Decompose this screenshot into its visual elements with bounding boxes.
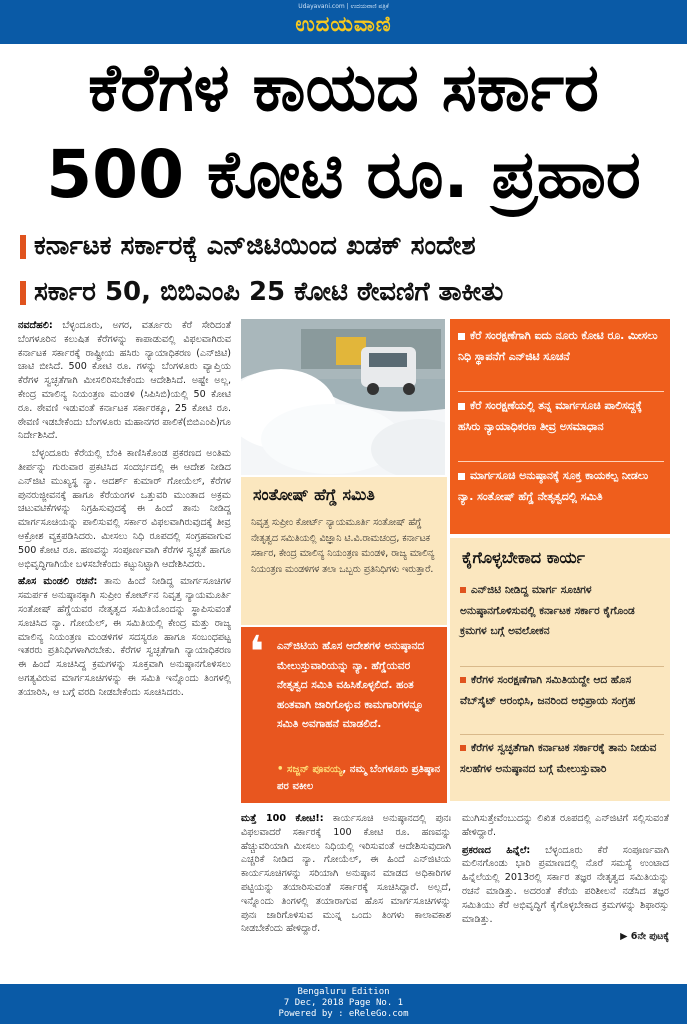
article-paragraph-6: ಬೆಳ್ಳಂದೂರು ಕೆರೆ ಸಂಪೂರ್ಣವಾಗಿ ಮಲಿನಗೊಂಡು ಭಾರಿ ಪ್ರಮಾಣದಲ್ಲಿ ನೊರೆ ಸಮಸ್ಯೆ ಉಂಟಾದ ಹಿನ್ನೆಲೆಯಲ್ಲಿ 2013ರಲ್ಲಿ ಸರ್ಕಾರ ತಜ್ಞರ ನೇತೃತ್ವದ ಸಮಿತಿಯನ್ನು ರಚನೆ ಮಾಡಿತ್ತು. ಅದರಂತೆ ಕೆರೆಯ ಪರಿಶೀಲನೆ ನಡೆಸಿದ ತಜ್ಞರ ಸಮಿತಿಯು ಕೆರೆ ಅಭಿವೃದ್ಧಿಗೆ ಕೈಗೊಳ್ಳಬೇಕಾದ ಕ್ರಮಗಳನ್ನು ಶಿಫಾರಸ್ಸು ಮಾಡಿತ್ತು.: [462, 844, 669, 925]
key-point-text: ಕೆರೆ ಸಂರಕ್ಷಣೆಯಲ್ಲಿ ತನ್ನ ಮಾರ್ಗಸೂಚಿ ಪಾಲಿಸದ್ದಕ್ಕೆ ಹಸಿರು ನ್ಯಾಯಾಧಿಕರಣ ತೀವ್ರ ಅಸಮಾಧಾನ: [458, 399, 642, 433]
subsection-label: ಹೊಸ ಮಂಡಲಿ ರಚನೆ:: [18, 576, 98, 588]
article-paragraph-1: ಬೆಳ್ಳಂದೂರು, ಅಗರ, ವರ್ತೂರು ಕೆರೆ ಸೇರಿದಂತೆ ಬೆಂಗಳೂರಿನ ಕಲುಷಿತ ಕೆರೆಗಳನ್ನು ಕಾಪಾಡುವಲ್ಲಿ ವಿಫಲವಾಗಿರುವ ಕರ್ನಾಟಕ ಸರ್ಕಾರಕ್ಕೆ ರಾಷ್ಟ್ರೀಯ ಹಸಿರು ನ್ಯಾಯಾಧಿಕರಣ (ಎನ್‌ಜಿಟಿ) ಚಾಟಿ ಬೀಸಿದೆ. 500 ಕೋಟಿ ರೂ. ಗಳನ್ನು ಬೆಂಗಳೂರು ವ್ಯಾಪ್ತಿಯ ಕೆರೆಗಳ ಸ್ವಚ್ಛತೆಗಾಗಿ ಮೀಸಲಿರಿಸಬೇಕೆಂದು ಆದೇಶಿಸಿದೆ. ಅಷ್ಟೇ ಅಲ್ಲ, ಕೇಂದ್ರ ಮಾಲಿನ್ಯ ನಿಯಂತ್ರಣ ಮಂಡಳಿ (ಸಿಪಿಸಿಬಿ)ಯಲ್ಲಿ 50 ಕೋಟಿ ರೂ. ಠೇವಣಿ ಇಡುವಂತೆ ಕರ್ನಾಟಕ ಸರ್ಕಾರಕ್ಕೂ, 25 ಕೋಟಿ ರೂ. ಠೇವಣಿ ಇಡಬೇಕೆಂದು ಬೆಂಗಳೂರು ಮಹಾನಗರ ಪಾಲಿಕೆ(ಬಿಬಿಎಂಪಿ)ಗೂ ನಿರ್ದೇಶಿಸಿದೆ.: [18, 320, 231, 442]
article-paragraph-5: ಮುಗಿಸುತ್ತೇವೆಂಬುದನ್ನು ಲಿಖಿತ ರೂಪದಲ್ಲಿ ಎನ್‌ಜಿಟಿಗೆ ಸಲ್ಲಿಸುವಂತೆ ಹೇಳಿದ್ದಾರೆ.: [462, 813, 669, 838]
subsection-label: ಮತ್ತೆ 100 ಕೋಟಿ!:: [241, 813, 324, 824]
task-item: [460, 670, 664, 711]
subheadline-1: [20, 230, 677, 262]
bullet-square-icon: [460, 587, 466, 593]
footer-edition: Bengaluru Edition: [297, 987, 390, 997]
santosh-box-title: ಸಂತೋಷ್ ಹೆಗ್ಡೆ ಸಮಿತಿ: [253, 485, 375, 504]
task-item: [460, 580, 664, 642]
article-column-3: [462, 812, 669, 980]
article-paragraph-3: ತಾನು ಹಿಂದೆ ನೀಡಿದ್ದ ಮಾರ್ಗಸೂಚಿಗಳ ಸಮರ್ಪಕ ಅನುಷ್ಠಾನಕ್ಕಾಗಿ ಸುಪ್ರೀಂ ಕೋರ್ಟ್‌ನ ನಿವೃತ್ತ ನ್ಯಾಯಮೂರ್ತಿ ಸಂತೋಷ್ ಹೆಗ್ಡೆಯವರ ನೇತೃತ್ವದ ಸಮಿತಿಯೊಂದನ್ನು ಸ್ಥಾಪಿಸುವಂತೆ ಸೂಚಿಸಿದ ನ್ಯಾ. ಗೋಯೆಲ್, ಈ ಸಮಿತಿಯಲ್ಲಿ ಕೇಂದ್ರ ಮತ್ತು ರಾಜ್ಯ ಮಾಲಿನ್ಯ ನಿಯಂತ್ರಣ ಮಂಡಳಿಗಳ ಸದಸ್ಯರೂ ಹಾಗೂ ಸಂಬಂಧಪಟ್ಟ ಇತರರು ಪ್ರತಿನಿಧಿಗಳಾಗಿರಬೇಕು. ಕೆರೆಗಳ ಸ್ವಚ್ಛತೆಗಾಗಿ ನ್ಯಾಯಾಧಿಕರಣ ಈ ಹಿಂದೆ ಸೂಚಿಸಿದ್ದ ಕ್ರಮಗಳನ್ನು ಸೂಕ್ತವಾಗಿ ಅನುಷ್ಠಾನಗೊಳಿಸಲು ಅಗತ್ಯವಿರುವ ಮಾರ್ಗಸೂಚಿಗಳನ್ನು ಈ ಸಮಿತಿ ಇನ್ನೊಂದು ತಿಂಗಳಲ್ಲಿ ತಯಾರಿಸಿ, ಆ ಬಗ್ಗೆ ವರದಿ ನೀಡಬೇಕೆಂದು ಸೂಚಿಸಿದರು.: [18, 576, 231, 698]
key-point-text: ಮಾರ್ಗಸೂಚಿ ಅನುಷ್ಠಾನಕ್ಕೆ ಸೂಕ್ತ ಕಾಯಕಲ್ಪ ನೀಡಲು ನ್ಯಾ. ಸಂತೋಷ್ ಹೆಗ್ಡೆ ನೇತೃತ್ವದಲ್ಲಿ ಸಮಿತಿ: [458, 469, 649, 503]
divider: [458, 461, 664, 462]
key-point-text: ಕೆರೆ ಸಂರಕ್ಷಣೆಗಾಗಿ ಐದು ನೂರು ಕೋಟಿ ರೂ. ಮೀಸಲು ನಿಧಿ ಸ್ಥಾಪನೆಗೆ ಎನ್‌ಜಿಟಿ ಸೂಚನೆ: [458, 329, 658, 363]
article-column-1: [18, 319, 231, 979]
key-point: [458, 325, 664, 367]
footer: [0, 984, 687, 1024]
footer-powered-by[interactable]: Powered by : eReleGo.com: [278, 1009, 409, 1019]
bullet-square-icon: [460, 677, 466, 683]
footer-date-page: 7 Dec, 2018 Page No. 1: [283, 998, 404, 1008]
quote-box: [241, 627, 447, 803]
task-item: [460, 738, 664, 779]
photo-image-icon: [241, 319, 445, 475]
continued-link[interactable]: ▶ 6ನೇ ಪುಟಕ್ಕೆ: [620, 931, 669, 943]
bullet-square-icon: [458, 333, 465, 340]
task-item-text: ಎನ್‌ಜಿಟಿ ನೀಡಿದ್ದ ಮಾರ್ಗ ಸೂಚಿಗಳ ಅನುಷ್ಠಾನಗೊಳಿಸುವಲ್ಲಿ ಕರ್ನಾಟಕ ಸರ್ಕಾರ ಕೈಗೊಂಡ ಕ್ರಮಗಳ ಬಗ್ಗೆ ಅವಲೋಕನ: [460, 584, 635, 637]
key-point: [458, 395, 664, 437]
headline-line-2: 500 ಕೋಟಿ ರೂ. ಪ್ರಹಾರ: [46, 142, 641, 213]
subheadline-2-text: ಸರ್ಕಾರ 50, ಬಿಬಿಎಂಪಿ 25 ಕೋಟಿ ಠೇವಣಿಗೆ ತಾಕೀತು: [34, 277, 504, 307]
bullet-square-icon: [460, 745, 466, 751]
santosh-hegde-box: [241, 477, 447, 625]
bullet-square-icon: [458, 473, 465, 480]
article-column-2: [241, 812, 451, 980]
task-item-text: ಕೆರೆಗಳ ಸ್ವಚ್ಛತೆಗಾಗಿ ಕರ್ನಾಟಕ ಸರ್ಕಾರಕ್ಕೆ ತಾನು ನೀಡುವ ಸಲಹೆಗಳ ಅನುಷ್ಠಾನದ ಬಗ್ಗೆ ಮೇಲುಸ್ತುವಾರಿ: [460, 742, 657, 775]
quote-mark-icon: ❛: [249, 627, 265, 678]
quote-author-role: , ನಮ್ಮ ಬೆಂಗಳೂರು ಪ್ರತಿಷ್ಠಾನ ಪರ ವಕೀಲ: [277, 764, 441, 792]
article-paragraph-4: ಕಾರ್ಯಸೂಚಿ ಅನುಷ್ಠಾನದಲ್ಲಿ ಪುನಃ ವಿಫಲವಾದರೆ ಸರ್ಕಾರಕ್ಕೆ 100 ಕೋಟಿ ರೂ. ಹಣವನ್ನು ಹೆಚ್ಚುವರಿಯಾಗಿ ಮೀಸಲು ನಿಧಿಯಲ್ಲಿ ಇರಿಸುವಂತೆ ಆದೇಶಿಸುವುದಾಗಿ ಎಚ್ಚರಿಕೆ ನೀಡಿದ ನ್ಯಾ. ಗೋಯೆಲ್, ಈ ಹಿಂದೆ ಎನ್‌ಜಿಟಿಯ ಕಾರ್ಯಸೂಚಿಗಳನ್ನು ಸರಿಯಾಗಿ ಅನುಷ್ಠಾನ ಮಾಡದ ಅಧಿಕಾರಿಗಳ ಪಟ್ಟಿಯನ್ನು ತಯಾರಿಸುವಂತೆ ಸರ್ಕಾರಕ್ಕೆ ಸೂಚಿಸಿದ್ದಾರೆ. ಅಲ್ಲದೆ, ಇನ್ನೊಂದು ತಿಂಗಳಲ್ಲಿ ತಯಾರಾಗುವ ಹೊಸ ಮಾರ್ಗಸೂಚಿಗಳನ್ನು ಪುನಃ ಜಾರಿಗೊಳಿಸುವ ಮುನ್ನ ಒಂದು ತಿಂಗಳು ಕಾಲಾವಕಾಶ ನೀಡಬೇಕೆಂದು ಹೇಳಿದ್ದಾರೆ.: [241, 813, 451, 935]
subheadline-1-text: ಕರ್ನಾಟಕ ಸರ್ಕಾರಕ್ಕೆ ಎನ್‌ಜಿಟಿಯಿಂದ ಖಡಕ್ ಸಂದೇಶ: [34, 231, 476, 261]
santosh-box-text: ನಿವೃತ್ತ ಸುಪ್ರೀಂ ಕೋರ್ಟ್ ನ್ಯಾಯಮೂರ್ತಿ ಸಂತೋಷ್ ಹೆಗ್ಡೆ ನೇತೃತ್ವದ ಸಮಿತಿಯಲ್ಲಿ ವಿಜ್ಞಾನಿ ಟಿ.ವಿ.ರಾಮಚಂದ್ರ, ಕರ್ನಾಟಕ ಸರ್ಕಾರ, ಕೇಂದ್ರ ಮಾಲಿನ್ಯ ನಿಯಂತ್ರಣ ಮಂಡಳಿ, ರಾಜ್ಯ ಮಾಲಿನ್ಯ ನಿಯಂತ್ರಣ ಮಂಡಳಿಗಳ ತಲಾ ಒಬ್ಬರು ಪ್ರತಿನಿಧಿಗಳು ಇರುತ್ತಾರೆ.: [251, 517, 435, 575]
subheadline-bar-icon: [20, 281, 26, 305]
quote-text: ಎನ್‌ಜಿಟಿಯ ಹೊಸ ಆದೇಶಗಳ ಅನುಷ್ಠಾನದ ಮೇಲುಸ್ತುವಾರಿಯನ್ನು ನ್ಯಾ. ಹೆಗ್ಡೆಯವರ ನೇತೃತ್ವದ ಸಮಿತಿ ವಹಿಸಿಕೊಳ್ಳಲಿದೆ. ಹಂತ ಹಂತವಾಗಿ ಜಾರಿಗೊಳ್ಳುವ ಕಾಮಗಾರಿಗಳನ್ನೂ ಸಮಿತಿ ಅವಗಾಹನೆ ಮಾಡಲಿದೆ.: [277, 640, 425, 730]
subheadline-2: [20, 276, 677, 308]
key-point: [458, 465, 664, 507]
divider: [460, 734, 664, 735]
bullet-square-icon: [458, 403, 465, 410]
headline-line-1: ಕೆರೆಗಳ ಕಾಯದ ಸರ್ಕಾರ: [88, 55, 599, 126]
dateline: ನವದೆಹಲಿ:: [18, 320, 53, 331]
divider: [460, 666, 664, 667]
subsection-label: ಪ್ರಕರಣದ ಹಿನ್ನೆಲೆ:: [462, 844, 531, 856]
quote-author-name: • ಸಜ್ಜನ್ ಪೂವಯ್ಯ: [277, 764, 343, 775]
tasks-title: ಕೈಗೊಳ್ಳಬೇಕಾದ ಕಾರ್ಯ: [462, 548, 585, 567]
key-points-box: [450, 319, 670, 534]
tasks-box: [450, 538, 670, 801]
masthead-tagline: Udayavani.com | ಉದಯವಾಣಿ ಪತ್ರಿಕೆ: [298, 3, 389, 10]
foam-lake-photo: [241, 319, 445, 475]
divider: [458, 391, 664, 392]
task-item-text: ಕೆರೆಗಳ ಸಂರಕ್ಷಣೆಗಾಗಿ ಸಮಿತಿಯದ್ದೇ ಆದ ಹೊಸ ವೆಬ್‌ಸೈಟ್ ಆರಂಭಿಸಿ, ಜನರಿಂದ ಅಭಿಪ್ರಾಯ ಸಂಗ್ರಹ: [460, 674, 636, 707]
newspaper-logo: ಉದಯವಾಣಿ: [295, 12, 392, 36]
quote-author: [277, 761, 441, 795]
article-paragraph-2: ಬೆಳ್ಳಂದೂರು ಕೆರೆಯಲ್ಲಿ ಬೆಂಕಿ ಕಾಣಿಸಿಕೊಂಡ ಪ್ರಕರಣದ ಅಂತಿಮ ತೀರ್ಪನ್ನು ಗುರುವಾರ ಪ್ರಕಟಿಸಿದ ಸಂದರ್ಭದಲ್ಲಿ ಈ ಆದೇಶ ನೀಡಿದ ಎನ್‌ಜಿಟಿ ಮುಖ್ಯಸ್ಥ ನ್ಯಾ. ಆದರ್ಶ್ ಕುಮಾರ್ ಗೋಯೆಲ್, ಕೆರೆಗಳ ಪುನರುಜ್ಜೀವನಕ್ಕೆ ಹಾಗೂ ಕೆರೆಯಂಗಳ ಒತ್ತುವರಿ ಮುಂತಾದ ಅಕ್ರಮ ಚಟುವಟಿಕೆಗಳನ್ನು ನಿಗ್ರಹಿಸುವುದಕ್ಕೆ ಈ ಹಿಂದೆ ತಾನು ನೀಡಿದ್ದ ಮಾರ್ಗಸೂಚಿಯನ್ನು ಪಾಲಿಸುವಲ್ಲಿ ಸರ್ಕಾರ ವಿಫಲವಾಗಿರುವುದಕ್ಕೆ ತೀವ್ರ ಆಕ್ರೋಶ ವ್ಯಕ್ತಪಡಿಸಿದರು. ಮೀಸಲು ನಿಧಿ ರೂಪದಲ್ಲಿ ಸಂಗ್ರಹವಾಗುವ 500 ಕೋಟಿ ರೂ. ಹಣವನ್ನು ಸಂಪೂರ್ಣವಾಗಿ ಕೆರೆಗಳ ಸ್ವಚ್ಛತೆ ಹಾಗೂ ಅಭಿವೃದ್ಧಿಗಾಗಿಯೇ ಬಳಸಬೇಕೆಂದು ಕಟ್ಟುನಿಟ್ಟಾಗಿ ಆದೇಶಿಸಿದರು.: [18, 448, 231, 570]
subheadline-bar-icon: [20, 235, 26, 259]
